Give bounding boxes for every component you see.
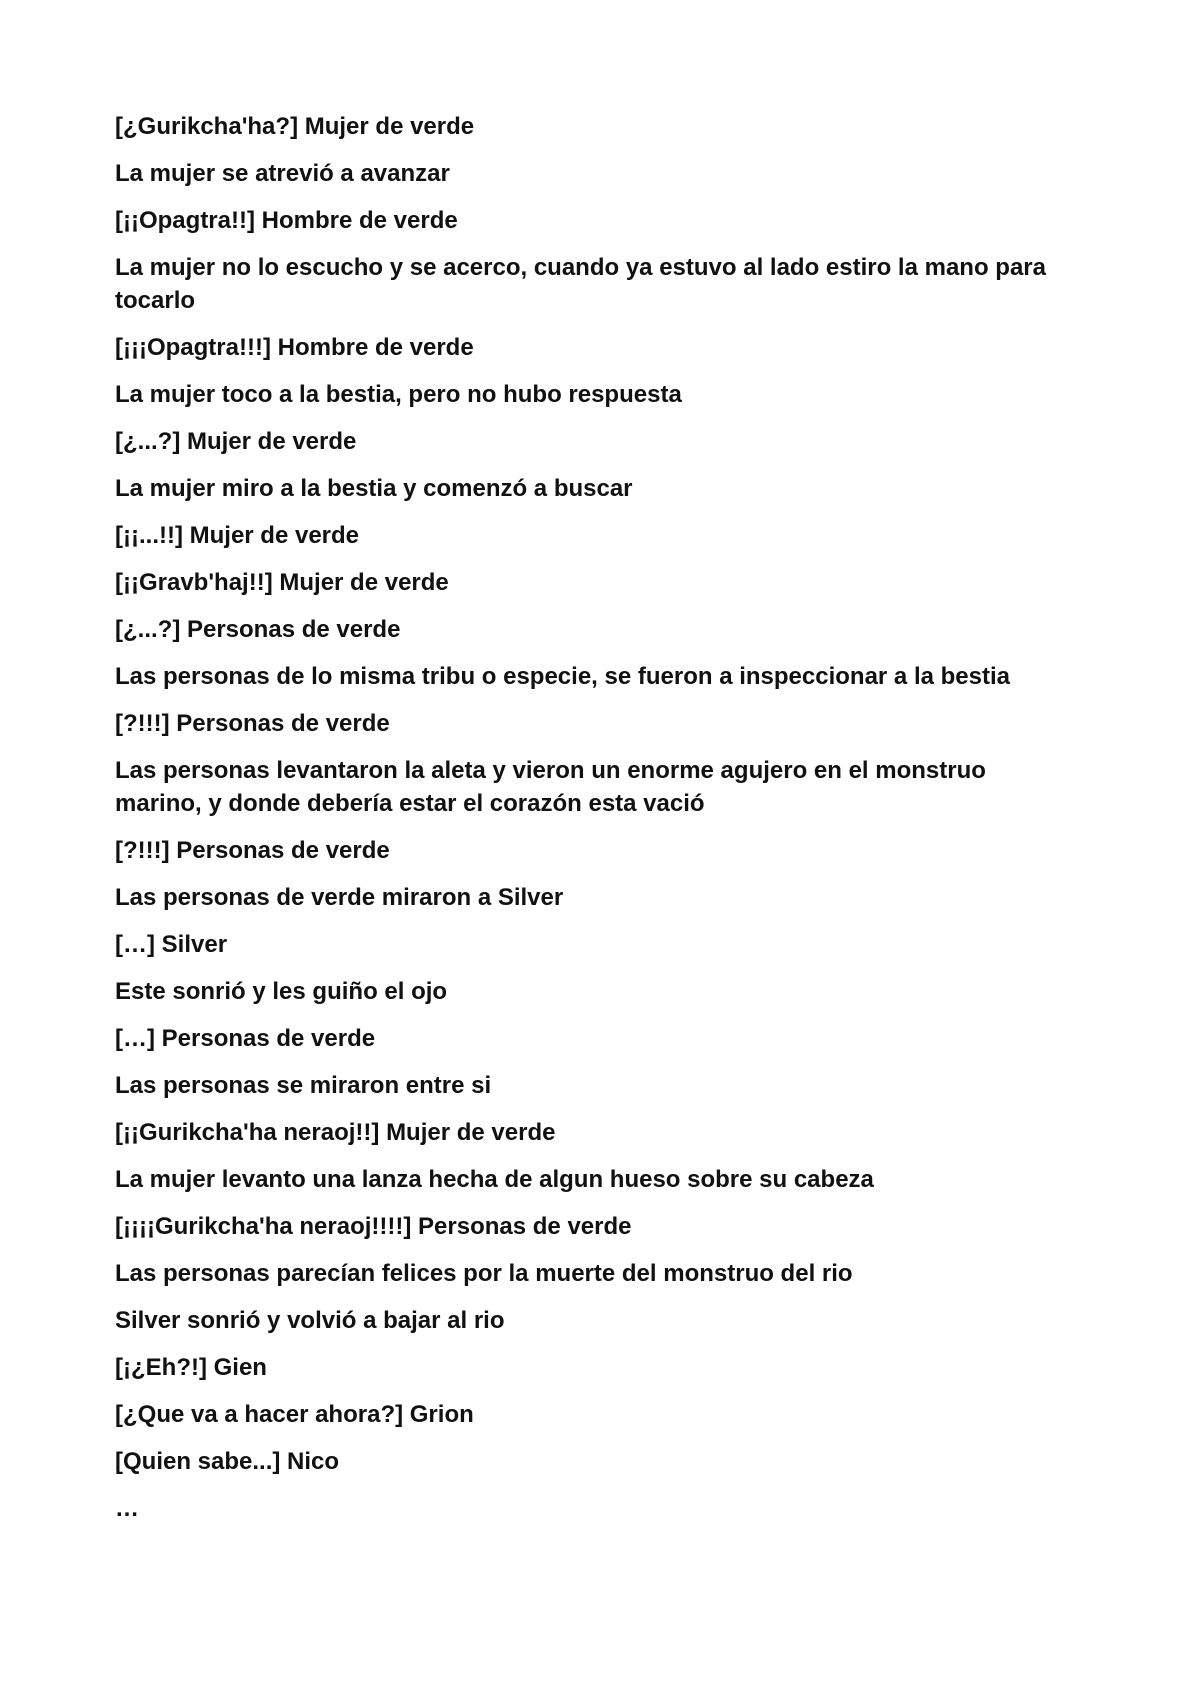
dialogue-line: [¿...?] Mujer de verde	[115, 428, 357, 455]
narration-line: Silver sonrió y volvió a bajar al rio	[115, 1307, 505, 1334]
narration-line: La mujer toco a la bestia, pero no hubo respuesta	[115, 381, 682, 408]
dialogue-line: [¡¿Eh?!] Gien	[115, 1354, 267, 1381]
document-body	[115, 110, 1075, 1539]
narration-line: La mujer se atrevió a avanzar	[115, 160, 450, 187]
dialogue-line: [¡¡...!!] Mujer de verde	[115, 522, 360, 549]
dialogue-line: [¡¡Gurikcha'ha neraoj!!] Mujer de verde	[115, 1119, 556, 1146]
dialogue-line: […] Personas de verde	[115, 1025, 376, 1052]
dialogue-line: […] Silver	[115, 931, 228, 958]
narration-line: La mujer no lo escucho y se acerco, cuando ya estuvo al lado estiro la mano para tocarlo	[115, 254, 1046, 314]
narration-line: Las personas se miraron entre si	[115, 1072, 492, 1099]
narration-line: Las personas de lo misma tribu o especie, se fueron a inspeccionar a la bestia	[115, 663, 1010, 690]
dialogue-line: [¡¡¡¡Gurikcha'ha neraoj!!!!] Personas de verde	[115, 1213, 632, 1240]
dialogue-line: [¡¡¡Opagtra!!!] Hombre de verde	[115, 334, 474, 361]
dialogue-line: [¿Gurikcha'ha?] Mujer de verde	[115, 113, 475, 140]
dialogue-line: [?!!!] Personas de verde	[115, 710, 390, 737]
narration-line: Las personas levantaron la aleta y vieron un enorme agujero en el monstruo marino, y donde debería estar el corazón esta vació	[115, 757, 986, 817]
narration-line: La mujer levanto una lanza hecha de algun hueso sobre su cabeza	[115, 1166, 874, 1193]
dialogue-line: [?!!!] Personas de verde	[115, 837, 390, 864]
dialogue-line: [Quien sabe...] Nico	[115, 1448, 340, 1475]
narration-line: La mujer miro a la bestia y comenzó a buscar	[115, 475, 633, 502]
ellipsis-line: …	[115, 1495, 139, 1522]
narration-line: Este sonrió y les guiño el ojo	[115, 978, 448, 1005]
dialogue-line: [¿...?] Personas de verde	[115, 616, 401, 643]
narration-line: Las personas parecían felices por la muerte del monstruo del rio	[115, 1260, 853, 1287]
narration-line: Las personas de verde miraron a Silver	[115, 884, 564, 911]
dialogue-line: [¿Que va a hacer ahora?] Grion	[115, 1401, 474, 1428]
dialogue-line: [¡¡Opagtra!!] Hombre de verde	[115, 207, 458, 234]
dialogue-line: [¡¡Gravb'haj!!] Mujer de verde	[115, 569, 449, 596]
